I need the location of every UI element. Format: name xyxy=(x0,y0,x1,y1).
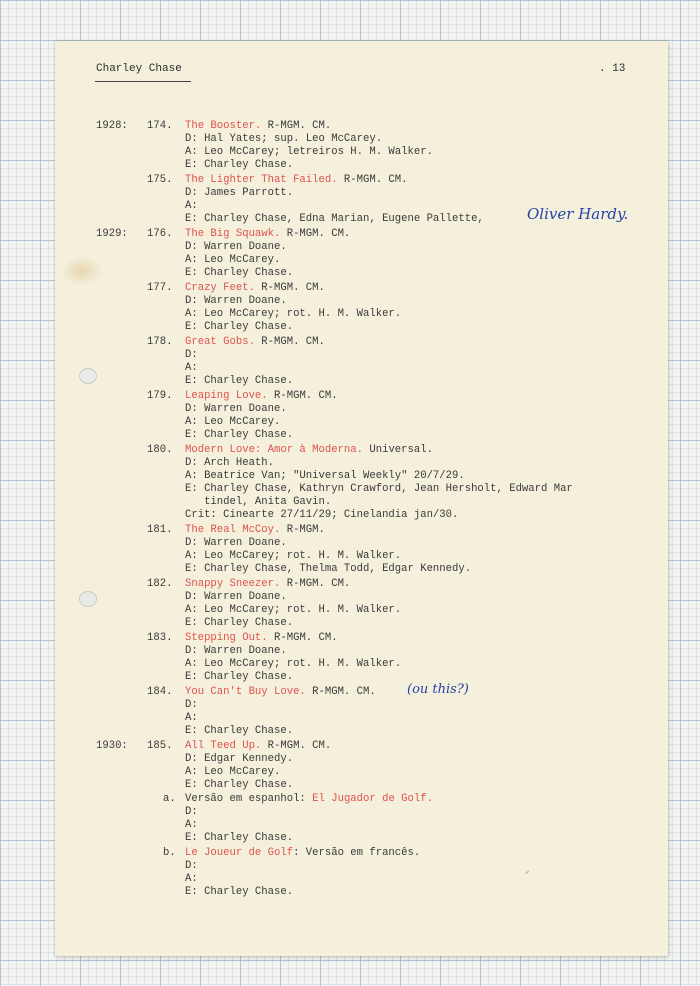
entry-line: A: xyxy=(185,712,198,724)
entry-line: A: Leo McCarey; rot. H. M. Walker. xyxy=(185,550,402,562)
entry-line: E: Charley Chase. xyxy=(185,267,294,279)
entry-title-line xyxy=(185,632,338,645)
entry-line: E: Charley Chase. xyxy=(185,375,294,387)
entry-line: D: Warren Doane. xyxy=(185,295,287,307)
entry-line: D: Warren Doane. xyxy=(185,403,287,415)
year-label: 1930: xyxy=(96,740,128,752)
entry-number: 181. xyxy=(147,524,173,536)
entry-number: 184. xyxy=(147,686,173,698)
entry-line: E: Charley Chase, Edna Marian, Eugene Pallette, xyxy=(185,213,484,225)
entry-line: D: Hal Yates; sup. Leo McCarey. xyxy=(185,133,383,145)
page-number: . 13 xyxy=(599,63,626,75)
entry-meta: R-MGM. CM. xyxy=(305,686,376,698)
entry-line: tindel, Anita Gavin. xyxy=(185,496,332,508)
film-title: The Booster. xyxy=(185,120,262,132)
entry-title-line xyxy=(185,793,433,806)
entry-line: A: xyxy=(185,819,198,831)
entry-meta: R-MGM. CM. xyxy=(280,578,351,590)
entry-title-line xyxy=(185,524,325,537)
entry-line: D: xyxy=(185,349,198,361)
entry-title-line xyxy=(185,336,325,349)
header-underline xyxy=(95,81,191,82)
entry-title-line xyxy=(185,228,350,241)
entry-line: A: xyxy=(185,362,198,374)
entry-number: 176. xyxy=(147,228,173,240)
film-title: The Big Squawk. xyxy=(185,228,281,240)
version-marker: a. xyxy=(163,793,176,805)
film-title: The Lighter That Failed. xyxy=(185,174,338,186)
entry-line: D: Warren Doane. xyxy=(185,591,287,603)
entry-meta: R-MGM. CM. xyxy=(267,632,338,644)
entry-number: 174. xyxy=(147,120,173,132)
punch-hole-top xyxy=(79,368,97,384)
entry-line: A: Leo McCarey. xyxy=(185,254,281,266)
entry-line: A: xyxy=(185,873,198,885)
entry-number: 179. xyxy=(147,390,173,402)
entry-title-line xyxy=(185,282,325,295)
document-page xyxy=(55,41,668,956)
entry-number: 175. xyxy=(147,174,173,186)
punch-hole-bottom xyxy=(79,591,97,607)
entry-line: A: Leo McCarey; rot. H. M. Walker. xyxy=(185,604,402,616)
film-title: All Teed Up. xyxy=(185,740,262,752)
film-title: The Real McCoy. xyxy=(185,524,281,536)
entry-line: D: xyxy=(185,699,198,711)
entry-line: D: xyxy=(185,860,198,872)
film-title: Leaping Love. xyxy=(185,390,268,402)
paper-stain xyxy=(61,256,103,286)
entry-meta: R-MGM. CM. xyxy=(261,120,332,132)
entry-line: E: Charley Chase. xyxy=(185,617,294,629)
entry-title-line xyxy=(185,390,338,403)
entry-line: Crit: Cinearte 27/11/29; Cinelandia jan/30. xyxy=(185,509,459,521)
entry-line: D: Warren Doane. xyxy=(185,645,287,657)
film-title: Le Joueur de Golf xyxy=(185,847,294,859)
entry-meta: Universal. xyxy=(363,444,433,456)
film-title: Great Gobs. xyxy=(185,336,255,348)
film-title: You Can't Buy Love. xyxy=(185,686,306,698)
entry-line: D: Warren Doane. xyxy=(185,537,287,549)
entry-meta: R-MGM. CM. xyxy=(261,740,332,752)
entry-title-line xyxy=(185,686,376,699)
entry-meta: R-MGM. CM. xyxy=(337,174,408,186)
entry-line: A: Beatrice Van; "Universal Weekly" 20/7/29. xyxy=(185,470,465,482)
entry-meta: R-MGM. CM. xyxy=(254,282,325,294)
entry-line: A: Leo McCarey. xyxy=(185,416,281,428)
entry-number: 185. xyxy=(147,740,173,752)
entry-title-line xyxy=(185,174,408,187)
year-label: 1929: xyxy=(96,228,128,240)
entry-line: A: Leo McCarey. xyxy=(185,766,281,778)
film-title: Stepping Out. xyxy=(185,632,268,644)
entry-meta: R-MGM. CM. xyxy=(267,390,338,402)
entry-line: E: Charley Chase. xyxy=(185,779,294,791)
entry-line: D: James Parrott. xyxy=(185,187,294,199)
entry-meta: R-MGM. CM. xyxy=(280,228,351,240)
year-label: 1928: xyxy=(96,120,128,132)
entry-line: E: Charley Chase. xyxy=(185,725,294,737)
entry-title-line xyxy=(185,740,331,753)
entry-number: 178. xyxy=(147,336,173,348)
film-title: Modern Love: Amor à Moderna. xyxy=(185,444,364,456)
film-title: Snappy Sneezer. xyxy=(185,578,281,590)
entry-number: 177. xyxy=(147,282,173,294)
film-title: Crazy Feet. xyxy=(185,282,255,294)
handwritten-note: Oliver Hardy. xyxy=(527,205,629,223)
entry-line: D: xyxy=(185,806,198,818)
entry-line: A: Leo McCarey; letreiros H. M. Walker. xyxy=(185,146,433,158)
entry-title-line xyxy=(185,120,331,133)
entry-line: E: Charley Chase. xyxy=(185,886,294,898)
entry-line: D: Warren Doane. xyxy=(185,241,287,253)
entry-line: D: Edgar Kennedy. xyxy=(185,753,294,765)
entry-meta: : Versão em francês. xyxy=(293,847,421,859)
entry-number: 180. xyxy=(147,444,173,456)
entry-line: D: Arch Heath. xyxy=(185,457,275,469)
version-marker: b. xyxy=(163,847,176,859)
entry-line: A: xyxy=(185,200,198,212)
entry-title-line xyxy=(185,847,420,860)
entry-line: E: Charley Chase, Kathryn Crawford, Jean Hersholt, Edward Mar xyxy=(185,483,573,495)
header-name: Charley Chase xyxy=(96,63,182,75)
entry-line: E: Charley Chase. xyxy=(185,429,294,441)
entry-title-line xyxy=(185,578,350,591)
film-title: El Jugador de Golf. xyxy=(312,793,433,805)
entry-meta: R-MGM. CM. xyxy=(254,336,325,348)
entry-line: E: Charley Chase. xyxy=(185,832,294,844)
entry-title-line xyxy=(185,444,433,457)
entry-line: E: Charley Chase. xyxy=(185,321,294,333)
entry-number: 182. xyxy=(147,578,173,590)
entry-number: 183. xyxy=(147,632,173,644)
entry-line: A: Leo McCarey; rot. H. M. Walker. xyxy=(185,658,402,670)
entry-meta: R-MGM. xyxy=(280,524,325,536)
entry-line: E: Charley Chase. xyxy=(185,159,294,171)
stray-mark: ⸍ xyxy=(525,870,530,880)
entry-line: A: Leo McCarey; rot. H. M. Walker. xyxy=(185,308,402,320)
handwritten-note: (ou this?) xyxy=(407,682,469,697)
version-prefix: Versão em espanhol: xyxy=(185,793,313,805)
entry-line: E: Charley Chase. xyxy=(185,671,294,683)
entry-line: E: Charley Chase, Thelma Todd, Edgar Kennedy. xyxy=(185,563,472,575)
